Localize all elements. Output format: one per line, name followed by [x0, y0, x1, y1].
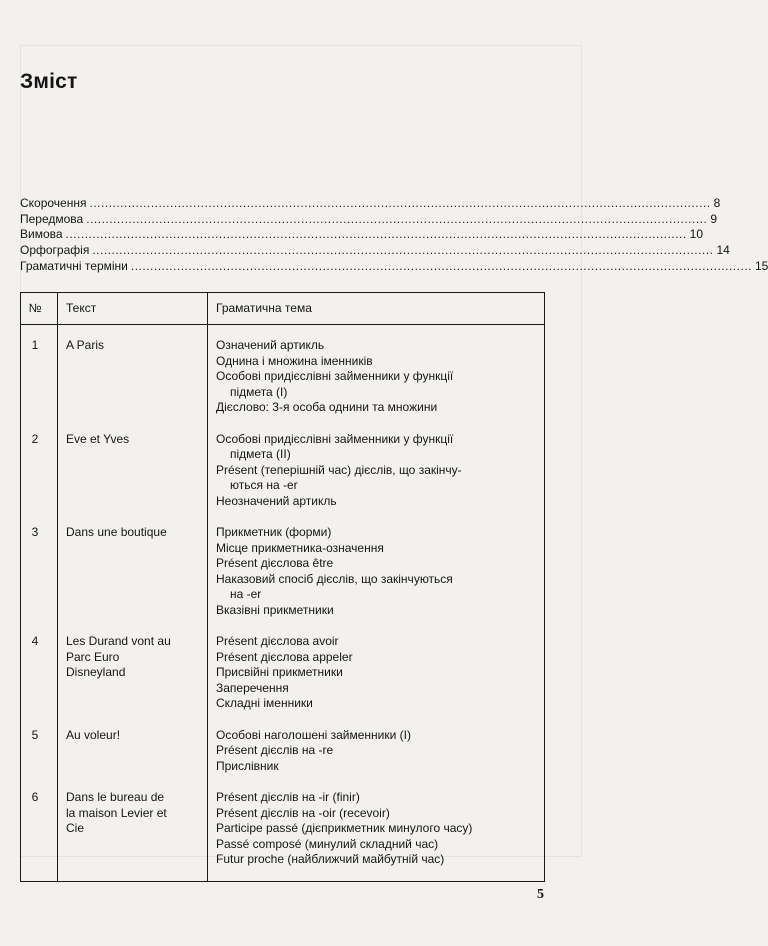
lesson-text-title: [58, 522, 208, 631]
topic-line: Однина і множина іменників: [216, 353, 373, 368]
lesson-number: 3: [21, 522, 58, 631]
table-row: [21, 631, 545, 725]
table-row: [21, 325, 545, 429]
table-header-row: [21, 293, 545, 325]
topic-line: Особові придієслівні займенники у функції: [216, 431, 454, 446]
lesson-number: 1: [21, 325, 58, 429]
topic-line: Participe passé (дієприкметник минулого часу): [216, 821, 473, 835]
lessons-table: [20, 292, 545, 882]
topic-line: Складні іменники: [216, 696, 313, 710]
topic-line: Вказівні прикметники: [216, 602, 334, 617]
toc-entry-page: 9: [710, 211, 718, 226]
lesson-number: 4: [21, 631, 58, 725]
lesson-number: 5: [21, 725, 58, 788]
toc-entry-page: 15: [754, 258, 768, 273]
page-number: 5: [537, 887, 544, 902]
lesson-text-title: [58, 325, 208, 429]
toc-entry-title: Вимова: [20, 227, 63, 242]
topic-line: Прислівник: [216, 758, 279, 773]
lesson-text-title: [58, 429, 208, 523]
topic-line: підмета (I): [230, 384, 288, 399]
topic-line: Місце прикметника-означення: [216, 540, 384, 555]
toc-leader: ..................................................................................................................................................................: [65, 227, 687, 242]
topic-line: ються на -er: [230, 478, 298, 492]
table-row: [21, 725, 545, 788]
toc-entry[interactable]: [20, 258, 768, 275]
topic-line: Неозначений артикль: [216, 493, 337, 508]
text-title-line: Disneyland: [66, 665, 126, 679]
lesson-number: 6: [21, 787, 58, 881]
text-title-line: Eve et Yves: [66, 431, 130, 446]
toc-entry-title: Передмова: [20, 211, 84, 226]
grammar-topics: [208, 429, 545, 523]
text-title-line: Au voleur!: [66, 727, 121, 742]
text-title-line: Cie: [66, 821, 85, 835]
lesson-text-title: [58, 787, 208, 881]
topic-line: Прикметник (форми): [216, 525, 332, 539]
page-heading: Зміст: [20, 70, 78, 93]
text-title-line: la maison Levier et: [66, 805, 167, 820]
column-header-text: Текст: [58, 293, 208, 325]
topic-line: на -er: [230, 587, 262, 601]
grammar-topics: [208, 725, 545, 788]
lesson-text-title: [58, 631, 208, 725]
toc-entry-title: Граматичні терміни: [20, 258, 128, 273]
topic-line: Présent дієслів на -oir (recevoir): [216, 805, 390, 820]
topic-line: Présent (теперішній час) дієслів, що закінчу-: [216, 462, 462, 477]
grammar-topics: [208, 325, 545, 429]
toc-entry[interactable]: [20, 196, 721, 212]
grammar-topics: [208, 787, 545, 881]
grammar-topics: [208, 522, 545, 631]
topic-line: Особові наголошені займенники (I): [216, 727, 411, 742]
topic-line: Наказовий спосіб дієслів, що закінчуються: [216, 571, 453, 586]
topic-line: Présent дієслів на -ir (finir): [216, 790, 360, 804]
contents-list: [20, 196, 768, 274]
topic-line: Présent дієслова appeler: [216, 649, 353, 664]
topic-line: Passé composé (минулий складний час): [216, 836, 439, 851]
column-header-grammar-topic: Граматична тема: [208, 293, 545, 325]
topic-line: Présent дієслова avoir: [216, 634, 339, 648]
toc-entry-title: Скорочення: [20, 196, 87, 210]
toc-entry-page: 10: [689, 227, 704, 242]
topic-line: Дієслово: 3-я особа однини та множини: [216, 400, 438, 414]
table-row: [21, 429, 545, 523]
topic-line: Присвійні прикметники: [216, 665, 343, 679]
table-row: [21, 787, 545, 881]
topic-line: Особові придієслівні займенники у функції: [216, 369, 454, 383]
topic-line: Présent дієслова être: [216, 556, 334, 570]
topic-line: Présent дієслів на -re: [216, 743, 334, 757]
toc-entry-title: Орфографія: [20, 243, 90, 258]
toc-leader: ..................................................................................................................................................................: [89, 196, 711, 210]
toc-entry[interactable]: [20, 243, 730, 259]
grammar-topics: [208, 631, 545, 725]
topic-line: Futur proche (найближчий майбутній час): [216, 852, 445, 866]
text-title-line: Dans une boutique: [66, 525, 167, 539]
text-title-line: Dans le bureau de: [66, 790, 165, 804]
table-row: [21, 522, 545, 631]
topic-line: Означений артикль: [216, 338, 325, 352]
column-header-number: №: [21, 293, 58, 325]
text-title-line: Parc Euro: [66, 649, 120, 664]
text-title-line: Les Durand vont au: [66, 634, 171, 648]
lesson-text-title: [58, 725, 208, 788]
lesson-number: 2: [21, 429, 58, 523]
toc-leader: ..................................................................................................................................................................: [130, 258, 752, 273]
toc-leader: ..................................................................................................................................................................: [92, 243, 714, 258]
text-title-line: A Paris: [66, 338, 105, 352]
topic-line: Заперечення: [216, 680, 289, 695]
toc-entry[interactable]: [20, 227, 704, 243]
topic-line: підмета (II): [230, 447, 291, 461]
toc-entry-page: 14: [716, 243, 730, 258]
toc-entry-page: 8: [713, 196, 721, 210]
toc-entry[interactable]: [20, 211, 718, 228]
toc-leader: ..................................................................................................................................................................: [86, 211, 708, 226]
